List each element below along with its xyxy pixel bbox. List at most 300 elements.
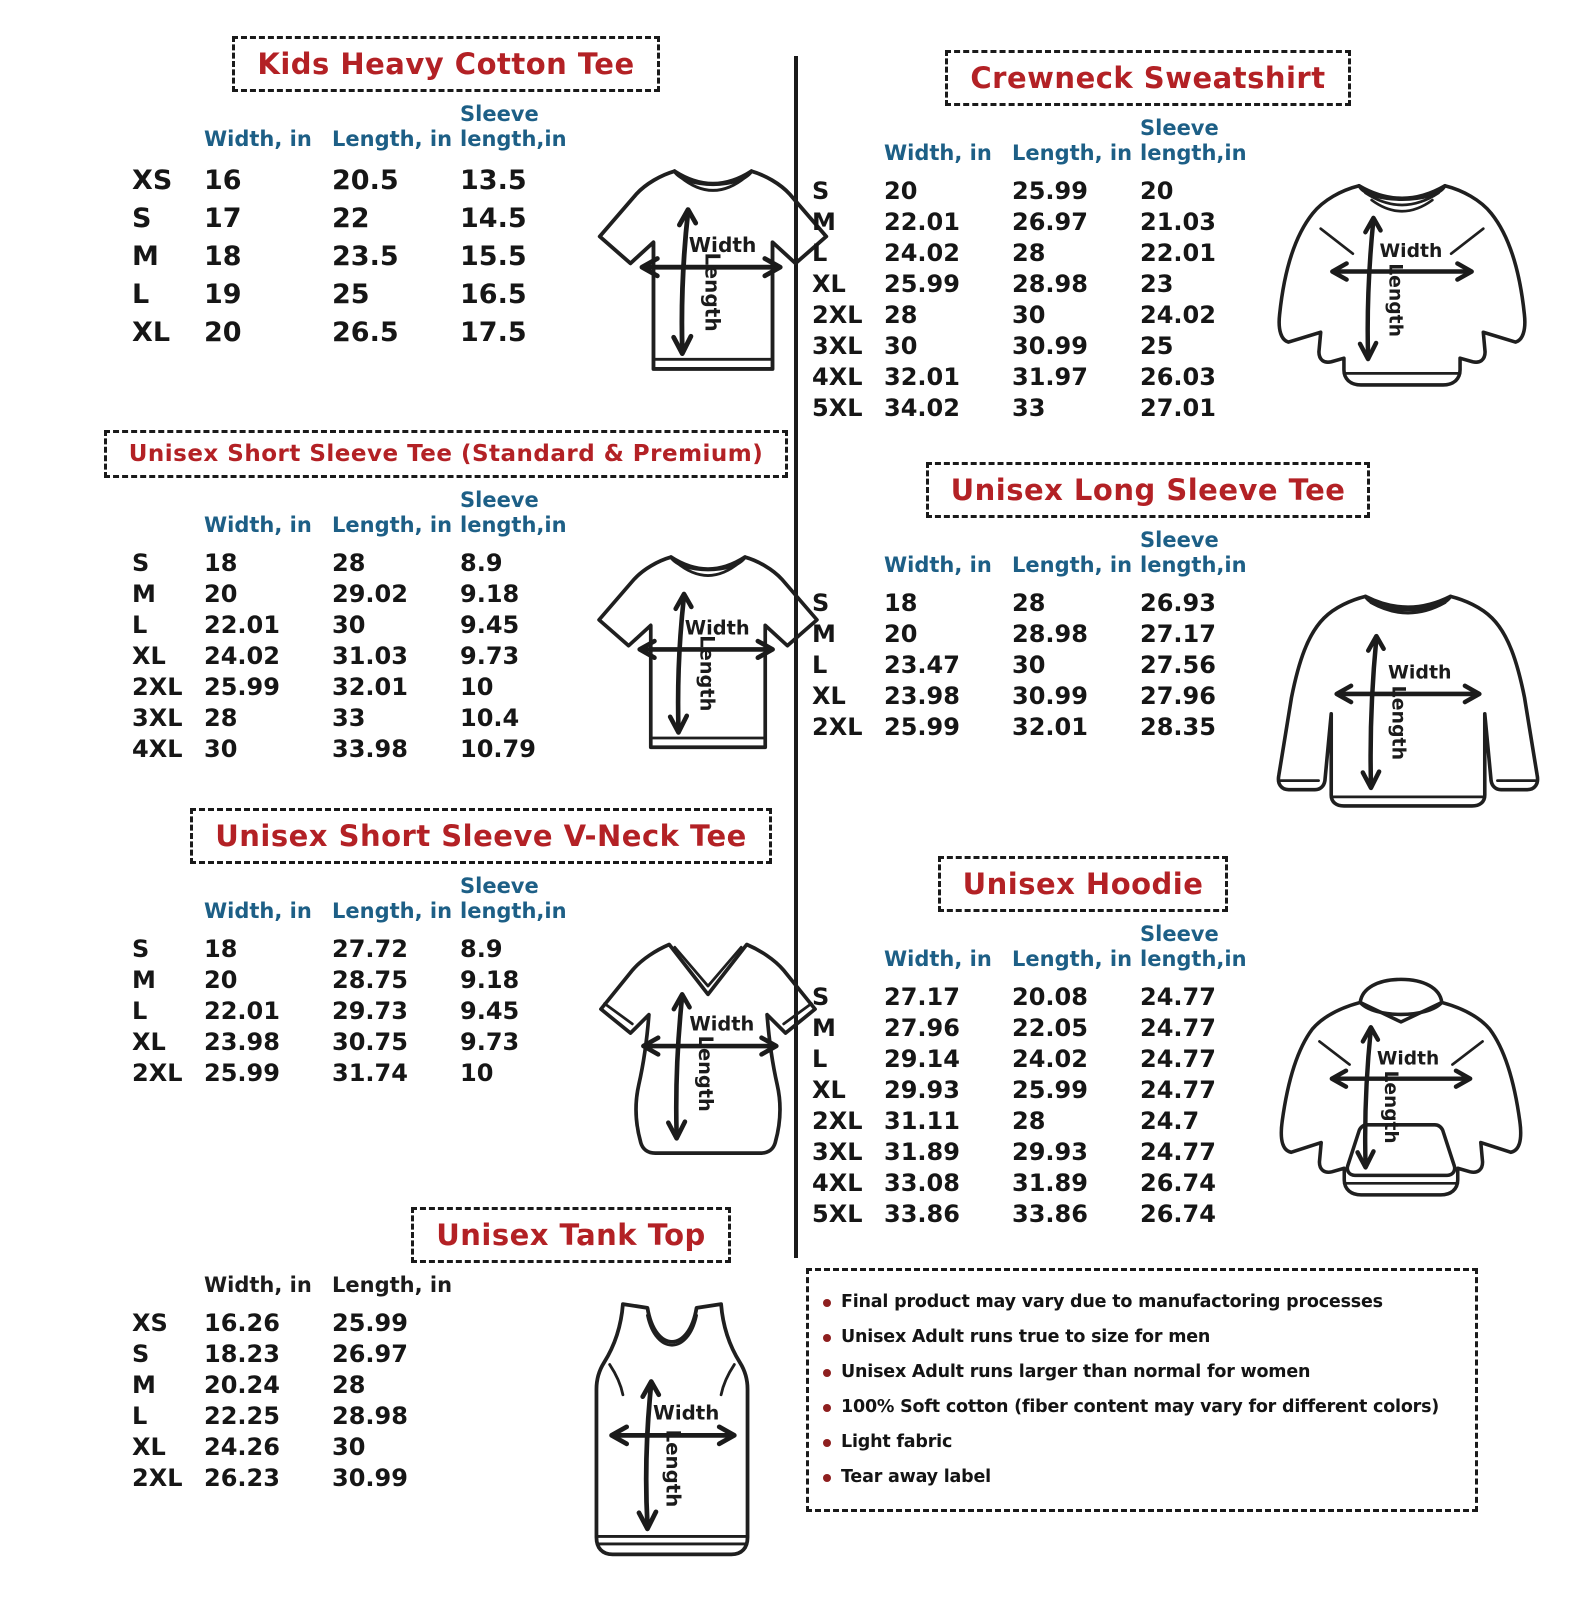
measurement-value: 24.77 <box>1140 1076 1216 1104</box>
size-label: XL <box>132 1028 166 1056</box>
size-label: L <box>132 997 148 1025</box>
kids-tee-title <box>232 36 659 92</box>
column-header: Length, in <box>332 899 453 923</box>
note-item <box>823 1320 1471 1355</box>
v-neck-tee-illustration <box>588 924 828 1169</box>
measurement-value: 24.77 <box>1140 1045 1216 1073</box>
size-column-header <box>812 922 884 982</box>
size-label: 5XL <box>812 394 863 422</box>
column-header: Width, in <box>204 513 312 537</box>
column-header: Sleeve length,in <box>460 874 567 923</box>
sweatshirt-illustration <box>1268 166 1536 394</box>
note-item <box>823 1425 1471 1460</box>
measurement-value: 28.98 <box>1012 620 1088 648</box>
unisex-short-sleeve-tee-size-table <box>132 488 588 765</box>
size-row <box>812 1106 1268 1137</box>
width-label: Width <box>1379 241 1443 263</box>
size-label: 3XL <box>812 332 863 360</box>
size-label: M <box>812 620 836 648</box>
column-header: Sleeve length,in <box>1140 922 1247 971</box>
measurement-value: 31.11 <box>884 1107 960 1135</box>
column-header: Width, in <box>884 947 992 971</box>
column-header: Length, in <box>332 1273 453 1297</box>
section-unisex-hoodie <box>806 856 1490 1230</box>
measurement-value: 30 <box>1012 301 1046 329</box>
size-row <box>132 1339 460 1370</box>
measurement-value: 9.18 <box>460 966 520 994</box>
measurement-value: 26.5 <box>332 317 399 348</box>
v-neck-table-container <box>132 874 588 1089</box>
size-row <box>132 934 588 965</box>
size-label: XL <box>132 317 171 348</box>
tshirt-illustration <box>588 538 828 770</box>
column-header: Length, in <box>1012 947 1133 971</box>
measurement-value: 22.25 <box>204 1402 280 1430</box>
measurement-value: 25 <box>332 279 370 310</box>
crewneck-table-container <box>812 116 1268 424</box>
measurement-value: 9.73 <box>460 642 520 670</box>
measurement-value: 10.4 <box>460 704 520 732</box>
measurement-value: 26.23 <box>204 1464 280 1492</box>
size-row <box>812 269 1268 300</box>
size-label: XL <box>812 1076 846 1104</box>
size-label: XS <box>132 1309 168 1337</box>
tank-top-title-wrap <box>96 1207 796 1263</box>
measurement-value: 26.97 <box>1012 208 1088 236</box>
size-row <box>132 734 588 765</box>
size-label: 4XL <box>812 1169 863 1197</box>
width-label: Width <box>689 1012 755 1036</box>
section-unisex-short-sleeve-tee <box>96 430 796 770</box>
measurement-value: 24.02 <box>1012 1045 1088 1073</box>
measurement-value: 8.9 <box>460 549 503 577</box>
section-unisex-tank-top <box>96 1207 796 1577</box>
measurement-value: 18 <box>204 549 238 577</box>
measurement-value: 20.5 <box>332 165 399 196</box>
kids-tee-title-text: Kids Heavy Cotton Tee <box>257 47 635 81</box>
kids-heavy-cotton-tee-size-table <box>132 102 588 352</box>
measurement-value: 18 <box>204 241 242 272</box>
measurement-value: 28.35 <box>1140 713 1216 741</box>
size-label: M <box>132 241 159 272</box>
size-row <box>812 1137 1268 1168</box>
measurement-value: 25.99 <box>884 713 960 741</box>
measurement-value: 33.98 <box>332 735 408 763</box>
measurement-value: 9.45 <box>460 997 520 1025</box>
measurement-value: 22.01 <box>1140 239 1216 267</box>
width-label: Width <box>1376 1048 1440 1070</box>
measurement-value: 29.14 <box>884 1045 960 1073</box>
size-row <box>812 1013 1268 1044</box>
size-label: 2XL <box>132 673 183 701</box>
measurement-value: 18 <box>204 935 238 963</box>
crewneck-title <box>945 50 1350 106</box>
measurement-value: 20 <box>204 966 238 994</box>
section-crewneck-sweatshirt <box>806 50 1490 424</box>
measurement-value: 28 <box>1012 589 1046 617</box>
measurement-value: 26.93 <box>1140 589 1216 617</box>
measurement-value: 30.99 <box>1012 682 1088 710</box>
measurement-value: 29.93 <box>884 1076 960 1104</box>
measurement-value: 25.99 <box>332 1309 408 1337</box>
measurement-value: 27.96 <box>1140 682 1216 710</box>
measurement-value: 23.5 <box>332 241 399 272</box>
measurement-value: 24.02 <box>204 642 280 670</box>
column-header: Length, in <box>1012 553 1133 577</box>
measurement-value: 33.08 <box>884 1169 960 1197</box>
size-label: L <box>132 1402 148 1430</box>
long-sleeve-tee-illustration <box>1268 578 1548 818</box>
measurement-value: 29.02 <box>332 580 408 608</box>
measurement-value: 25.99 <box>1012 1076 1088 1104</box>
size-label: L <box>812 651 828 679</box>
measurement-value: 24.02 <box>1140 301 1216 329</box>
note-text: Final product may vary due to manufactoring processes <box>841 1292 1383 1312</box>
long-sleeve-title <box>926 462 1371 518</box>
measurement-value: 8.9 <box>460 935 503 963</box>
size-row <box>812 207 1268 238</box>
size-label: M <box>812 208 836 236</box>
size-row <box>132 162 588 200</box>
column-header: Width, in <box>884 553 992 577</box>
length-arrow <box>1363 636 1384 788</box>
bullet-icon <box>823 1369 831 1377</box>
hoodie-illustration <box>1268 972 1534 1212</box>
measurement-value: 31.03 <box>332 642 408 670</box>
size-column-header <box>132 874 204 934</box>
unisex-hoodie-size-table <box>812 922 1268 1230</box>
size-label: XL <box>812 270 846 298</box>
length-label: Length <box>1380 1070 1402 1144</box>
width-label: Width <box>1387 661 1452 684</box>
size-label: M <box>812 1014 836 1042</box>
size-column-header <box>812 528 884 588</box>
measurement-value: 17 <box>204 203 242 234</box>
measurement-value: 33 <box>1012 394 1046 422</box>
measurement-value: 25.99 <box>884 270 960 298</box>
note-item <box>823 1460 1471 1495</box>
size-column-header <box>132 1273 204 1308</box>
size-row <box>132 1401 460 1432</box>
size-label: 3XL <box>132 704 183 732</box>
size-label: XS <box>132 165 173 196</box>
size-label: S <box>812 983 830 1011</box>
measurement-value: 28 <box>332 1371 366 1399</box>
measurement-value: 30.75 <box>332 1028 408 1056</box>
measurement-value: 24.77 <box>1140 983 1216 1011</box>
measurement-value: 18 <box>884 589 918 617</box>
bullet-icon <box>823 1474 831 1482</box>
column-header: Sleeve length,in <box>1140 528 1247 577</box>
measurement-value: 22.01 <box>884 208 960 236</box>
note-text: Unisex Adult runs larger than normal for women <box>841 1362 1311 1382</box>
measurement-value: 32.01 <box>1012 713 1088 741</box>
measurement-value: 16.26 <box>204 1309 280 1337</box>
size-row <box>812 1168 1268 1199</box>
long-sleeve-title-wrap <box>806 462 1490 518</box>
size-row <box>812 362 1268 393</box>
size-row <box>812 712 1268 743</box>
measurement-value: 27.17 <box>884 983 960 1011</box>
measurement-value: 29.73 <box>332 997 408 1025</box>
measurement-value: 22.01 <box>204 997 280 1025</box>
measurement-value: 20.24 <box>204 1371 280 1399</box>
measurement-value: 23.98 <box>884 682 960 710</box>
section-v-neck-tee <box>96 808 796 1169</box>
measurement-value: 22 <box>332 203 370 234</box>
size-label: 5XL <box>812 1200 863 1228</box>
measurement-value: 28.98 <box>332 1402 408 1430</box>
length-arrow <box>670 594 691 732</box>
measurement-value: 20 <box>884 177 918 205</box>
measurement-value: 31.74 <box>332 1059 408 1087</box>
measurement-value: 24.26 <box>204 1433 280 1461</box>
column-header: Length, in <box>1012 141 1133 165</box>
width-label: Width <box>684 616 750 640</box>
kids-tee-title-wrap <box>96 36 796 92</box>
kids-tee-table-container <box>132 102 588 352</box>
section-unisex-long-sleeve-tee <box>806 462 1490 818</box>
measurement-value: 34.02 <box>884 394 960 422</box>
length-label: Length <box>661 1429 685 1508</box>
size-row <box>132 314 588 352</box>
width-label: Width <box>652 1401 720 1425</box>
bullet-icon <box>823 1334 831 1342</box>
measurement-value: 23.98 <box>204 1028 280 1056</box>
length-label: Length <box>1387 685 1410 761</box>
measurement-value: 24.77 <box>1140 1014 1216 1042</box>
left-column <box>96 36 796 1615</box>
crewneck-title-text: Crewneck Sweatshirt <box>970 61 1326 95</box>
size-label: 2XL <box>132 1059 183 1087</box>
tank-top-illustration <box>568 1289 776 1577</box>
note-text: Tear away label <box>841 1467 991 1487</box>
size-column-header <box>132 102 204 162</box>
width-label: Width <box>688 232 757 257</box>
size-label: M <box>132 966 156 994</box>
size-row <box>132 1308 460 1339</box>
measurement-value: 30.99 <box>1012 332 1088 360</box>
length-label: Length <box>1384 263 1406 337</box>
measurement-value: 30.99 <box>332 1464 408 1492</box>
size-label: 2XL <box>812 301 863 329</box>
size-row <box>812 588 1268 619</box>
measurement-value: 14.5 <box>460 203 527 234</box>
length-label: Length <box>700 252 725 332</box>
measurement-value: 30 <box>884 332 918 360</box>
size-label: S <box>812 177 830 205</box>
right-column <box>806 50 1490 1512</box>
measurement-value: 30 <box>1012 651 1046 679</box>
size-label: M <box>132 580 156 608</box>
crewneck-title-wrap <box>806 50 1490 106</box>
column-header: Sleeve length,in <box>460 488 567 537</box>
length-arrow <box>1360 218 1381 359</box>
measurement-value: 24.7 <box>1140 1107 1200 1135</box>
column-header: Width, in <box>884 141 992 165</box>
measurement-value: 16.5 <box>460 279 527 310</box>
size-label: L <box>812 1045 828 1073</box>
measurement-value: 20 <box>884 620 918 648</box>
size-row <box>812 619 1268 650</box>
measurement-value: 28.98 <box>1012 270 1088 298</box>
measurement-value: 26.74 <box>1140 1169 1216 1197</box>
column-header: Sleeve length,in <box>460 102 567 151</box>
column-header: Length, in <box>332 127 453 151</box>
measurement-value: 23.47 <box>884 651 960 679</box>
measurement-value: 28 <box>884 301 918 329</box>
measurement-value: 24.02 <box>884 239 960 267</box>
short-sleeve-title-text: Unisex Short Sleeve Tee (Standard & Premium) <box>128 441 764 467</box>
size-label: S <box>132 935 150 963</box>
size-label: L <box>812 239 828 267</box>
size-row <box>132 276 588 314</box>
column-header: Width, in <box>204 899 312 923</box>
length-arrow <box>668 994 689 1138</box>
measurement-value: 17.5 <box>460 317 527 348</box>
short-sleeve-title-wrap <box>96 430 796 478</box>
size-label: S <box>132 1340 150 1368</box>
measurement-value: 31.97 <box>1012 363 1088 391</box>
measurement-value: 28.75 <box>332 966 408 994</box>
size-label: 4XL <box>132 735 183 763</box>
measurement-value: 10 <box>460 1059 494 1087</box>
short-sleeve-table-container <box>132 488 588 765</box>
size-row <box>132 200 588 238</box>
measurement-value: 25.99 <box>204 673 280 701</box>
section-kids-heavy-cotton-tee <box>96 36 796 392</box>
size-row <box>132 703 588 734</box>
measurement-value: 30 <box>332 1433 366 1461</box>
bullet-icon <box>823 1404 831 1412</box>
crewneck-sweatshirt-size-table <box>812 116 1268 424</box>
note-text: 100% Soft cotton (fiber content may vary for different colors) <box>841 1397 1440 1417</box>
length-arrow <box>674 210 696 354</box>
bullet-icon <box>823 1439 831 1447</box>
size-label: 4XL <box>812 363 863 391</box>
length-label: Length <box>693 1035 717 1112</box>
bullet-icon <box>823 1299 831 1307</box>
long-sleeve-table-container <box>812 528 1268 743</box>
measurement-value: 33.86 <box>884 1200 960 1228</box>
size-row <box>132 1463 460 1494</box>
v-neck-title-text: Unisex Short Sleeve V-Neck Tee <box>215 819 747 853</box>
size-label: S <box>132 549 150 577</box>
size-row <box>812 393 1268 424</box>
size-row <box>812 1044 1268 1075</box>
column-header: Sleeve length,in <box>1140 116 1247 165</box>
measurement-value: 20 <box>1140 177 1174 205</box>
size-label: S <box>812 589 830 617</box>
measurement-value: 32.01 <box>332 673 408 701</box>
measurement-value: 16 <box>204 165 242 196</box>
size-row <box>812 1199 1268 1230</box>
size-row <box>132 996 588 1027</box>
measurement-value: 22.01 <box>204 611 280 639</box>
size-row <box>812 176 1268 207</box>
measurement-value: 20 <box>204 580 238 608</box>
measurement-value: 9.18 <box>460 580 520 608</box>
size-label: XL <box>132 642 166 670</box>
tank-top-title <box>411 1207 731 1263</box>
length-arrow <box>1358 1027 1378 1167</box>
size-row <box>132 1058 588 1089</box>
column-header: Width, in <box>204 1273 312 1297</box>
hoodie-title-text: Unisex Hoodie <box>962 867 1204 901</box>
measurement-value: 27.17 <box>1140 620 1216 648</box>
size-row <box>812 681 1268 712</box>
measurement-value: 13.5 <box>460 165 527 196</box>
short-sleeve-title <box>104 430 789 478</box>
tshirt-illustration <box>588 152 838 392</box>
unisex-short-sleeve-v-neck-tee-size-table <box>132 874 588 1089</box>
size-row <box>132 238 588 276</box>
measurement-value: 33 <box>332 704 366 732</box>
size-row <box>812 238 1268 269</box>
size-label: 2XL <box>812 713 863 741</box>
measurement-value: 27.96 <box>884 1014 960 1042</box>
note-item <box>823 1355 1471 1390</box>
size-row <box>812 982 1268 1013</box>
size-label: 2XL <box>132 1464 183 1492</box>
measurement-value: 20.08 <box>1012 983 1088 1011</box>
measurement-value: 28 <box>1012 239 1046 267</box>
size-label: 3XL <box>812 1138 863 1166</box>
note-text: Light fabric <box>841 1432 953 1452</box>
measurement-value: 28 <box>332 549 366 577</box>
measurement-value: 27.56 <box>1140 651 1216 679</box>
size-label: XL <box>812 682 846 710</box>
size-row <box>132 672 588 703</box>
tank-top-title-text: Unisex Tank Top <box>436 1218 706 1252</box>
measurement-value: 26.74 <box>1140 1200 1216 1228</box>
measurement-value: 10.79 <box>460 735 536 763</box>
unisex-tank-top-size-table <box>132 1273 460 1494</box>
size-label: S <box>132 203 152 234</box>
measurement-value: 28 <box>1012 1107 1046 1135</box>
measurement-value: 33.86 <box>1012 1200 1088 1228</box>
tank-top-table-container <box>132 1273 460 1494</box>
measurement-value: 26.97 <box>332 1340 408 1368</box>
measurement-value: 10 <box>460 673 494 701</box>
measurement-value: 30 <box>204 735 238 763</box>
v-neck-title <box>190 808 772 864</box>
measurement-value: 31.89 <box>884 1138 960 1166</box>
measurement-value: 23 <box>1140 270 1174 298</box>
column-header: Length, in <box>332 513 453 537</box>
size-row <box>132 610 588 641</box>
measurement-value: 31.89 <box>1012 1169 1088 1197</box>
size-label: L <box>132 279 150 310</box>
size-row <box>812 300 1268 331</box>
size-column-header <box>132 488 204 548</box>
size-label: M <box>132 1371 156 1399</box>
size-row <box>132 965 588 996</box>
measurement-value: 27.01 <box>1140 394 1216 422</box>
hoodie-title <box>938 856 1229 912</box>
measurement-value: 27.72 <box>332 935 408 963</box>
measurement-value: 25.99 <box>204 1059 280 1087</box>
measurement-value: 19 <box>204 279 242 310</box>
measurement-value: 20 <box>204 317 242 348</box>
size-label: 2XL <box>812 1107 863 1135</box>
note-item <box>823 1285 1471 1320</box>
measurement-value: 28 <box>204 704 238 732</box>
unisex-long-sleeve-tee-size-table <box>812 528 1268 743</box>
column-header: Width, in <box>204 127 312 151</box>
note-item <box>823 1390 1471 1425</box>
measurement-value: 26.03 <box>1140 363 1216 391</box>
